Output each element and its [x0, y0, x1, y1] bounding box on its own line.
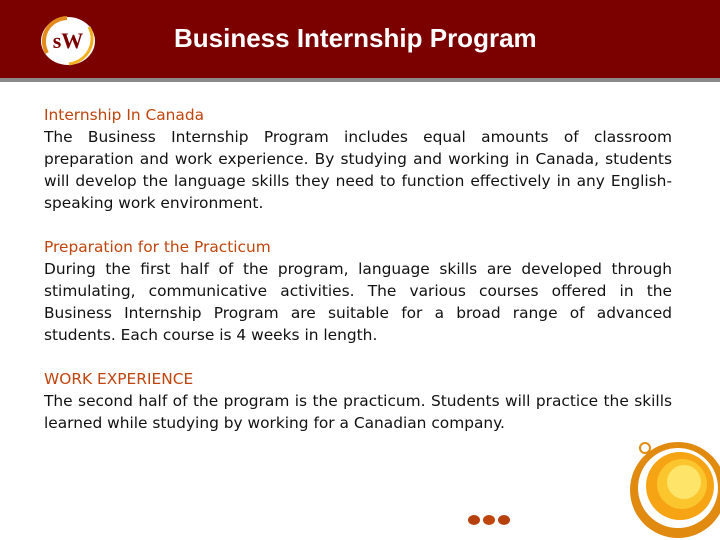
section-heading: WORK EXPERIENCE — [44, 370, 194, 388]
section-body: During the first half of the program, language skills are developed through stimulating, communicative activities. The various courses offered in the Business Internship Program are suitable for a broad range of advanced students. Each course is 4 weeks in length. — [44, 260, 672, 344]
section-body: The second half of the program is the practicum. Students will practice the skills learned while studying by working for a Canadian company. — [44, 392, 672, 432]
header-bar — [0, 0, 720, 78]
logo-text: sW — [52, 28, 84, 53]
three-dots-icon — [466, 512, 514, 528]
school-logo — [37, 13, 101, 69]
section-heading: Preparation for the Practicum — [44, 238, 271, 256]
section-heading: Internship In Canada — [44, 106, 205, 124]
section-preparation-for-practicum — [44, 236, 672, 346]
page-title: Business Internship Program — [174, 23, 537, 53]
section-body: The Business Internship Program includes equal amounts of classroom preparation and work experience. By studying and working in Canada, students will develop the language skills they need to function effectively in any English-speaking work environment. — [44, 128, 672, 212]
header-divider — [0, 78, 720, 82]
section-internship-in-canada — [44, 104, 672, 214]
decorative-circles-graphic — [560, 400, 720, 540]
